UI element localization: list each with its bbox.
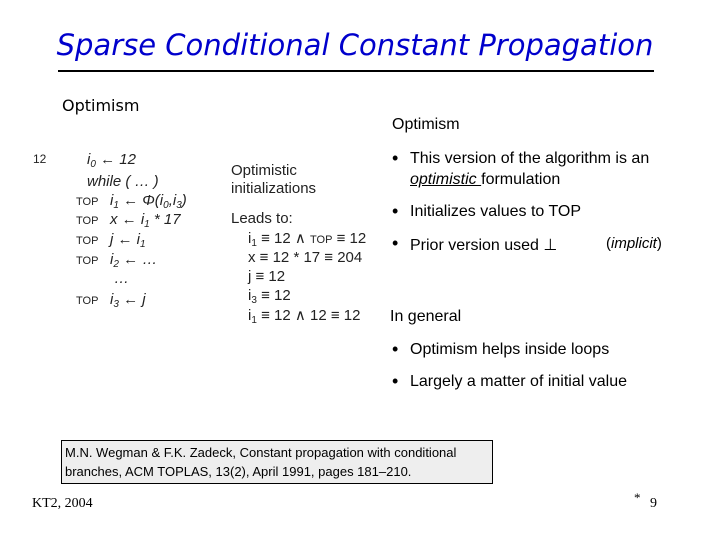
footer-left: KT2, 2004 bbox=[32, 496, 93, 511]
right-heading: Optimism bbox=[392, 116, 460, 133]
code-line-6: $i_2$ ← … bbox=[110, 251, 158, 270]
bullet-dot: • bbox=[392, 148, 399, 168]
bullet-dot: • bbox=[392, 339, 399, 359]
derivation-4: $i_3 \equiv 12$ bbox=[248, 287, 291, 306]
optimistic-emphasis: optimistic bbox=[410, 171, 482, 188]
derivation-3: j ≡ 12 bbox=[248, 268, 286, 285]
slide-title: Sparse Conditional Constant Propagation bbox=[56, 28, 654, 62]
general-bullet-2: Largely a matter of initial value bbox=[410, 373, 627, 390]
bullet-1-suffix: formulation bbox=[481, 171, 561, 188]
code-line-3: $i_1$ ← $\Phi(i_0,i_3)$ bbox=[110, 192, 187, 211]
code-gutter-4: TOP bbox=[76, 215, 99, 227]
derivation-1: $i_1 \equiv 12$ ∧ TOP ≡ 12 bbox=[248, 230, 367, 249]
code-line-number: 12 bbox=[33, 152, 47, 166]
bullet-3: Prior version used ⊥ bbox=[410, 237, 558, 254]
code-gutter-5: TOP bbox=[76, 235, 99, 247]
leads-to-label: Leads to: bbox=[231, 210, 293, 227]
footer-star: * bbox=[634, 490, 641, 505]
bullet-dot: • bbox=[392, 201, 399, 221]
optimistic-note-line-2: initializations bbox=[231, 180, 317, 197]
code-line-8: $i_3$ ← j bbox=[110, 291, 146, 310]
code-line-5: j ← $i_1$ bbox=[110, 231, 146, 250]
code-gutter-3: TOP bbox=[76, 196, 99, 208]
general-heading: In general bbox=[390, 308, 462, 325]
optimistic-note-line-1: Optimistic bbox=[231, 162, 297, 179]
derivation-5: $i_1 \equiv 12$ ∧ 12 ≡ 12 bbox=[248, 307, 361, 326]
code-gutter-8: TOP bbox=[76, 295, 99, 307]
bullet-dot: • bbox=[392, 371, 399, 391]
general-bullet-1: Optimism helps inside loops bbox=[410, 341, 610, 358]
bullet-dot: • bbox=[392, 233, 399, 253]
code-line-1: $i_0$ ← 12 bbox=[87, 151, 136, 170]
code-gutter-6: TOP bbox=[76, 255, 99, 267]
bullet-1-line-2 bbox=[410, 171, 560, 189]
bullet-2: Initializes values to TOP bbox=[410, 203, 582, 220]
code-line-7: … bbox=[114, 270, 129, 287]
reference-box: M.N. Wegman & F.K. Zadeck, Constant propagation with conditional branches, ACM TOPLAS, 13(2), April 1991, pages 181–210. bbox=[61, 440, 493, 484]
left-heading: Optimism bbox=[62, 96, 140, 115]
bullet-1-line-1: This version of the algorithm is an bbox=[410, 150, 650, 167]
code-line-4: x ← $i_1 * 17$ bbox=[110, 211, 181, 230]
title-underline bbox=[58, 70, 654, 72]
derivation-2: x ≡ 12 * 17 ≡ 204 bbox=[248, 249, 363, 266]
implicit-note: (implicit) bbox=[606, 235, 662, 252]
code-line-2: while ( … ) bbox=[87, 173, 159, 190]
page-number: 9 bbox=[650, 496, 657, 511]
